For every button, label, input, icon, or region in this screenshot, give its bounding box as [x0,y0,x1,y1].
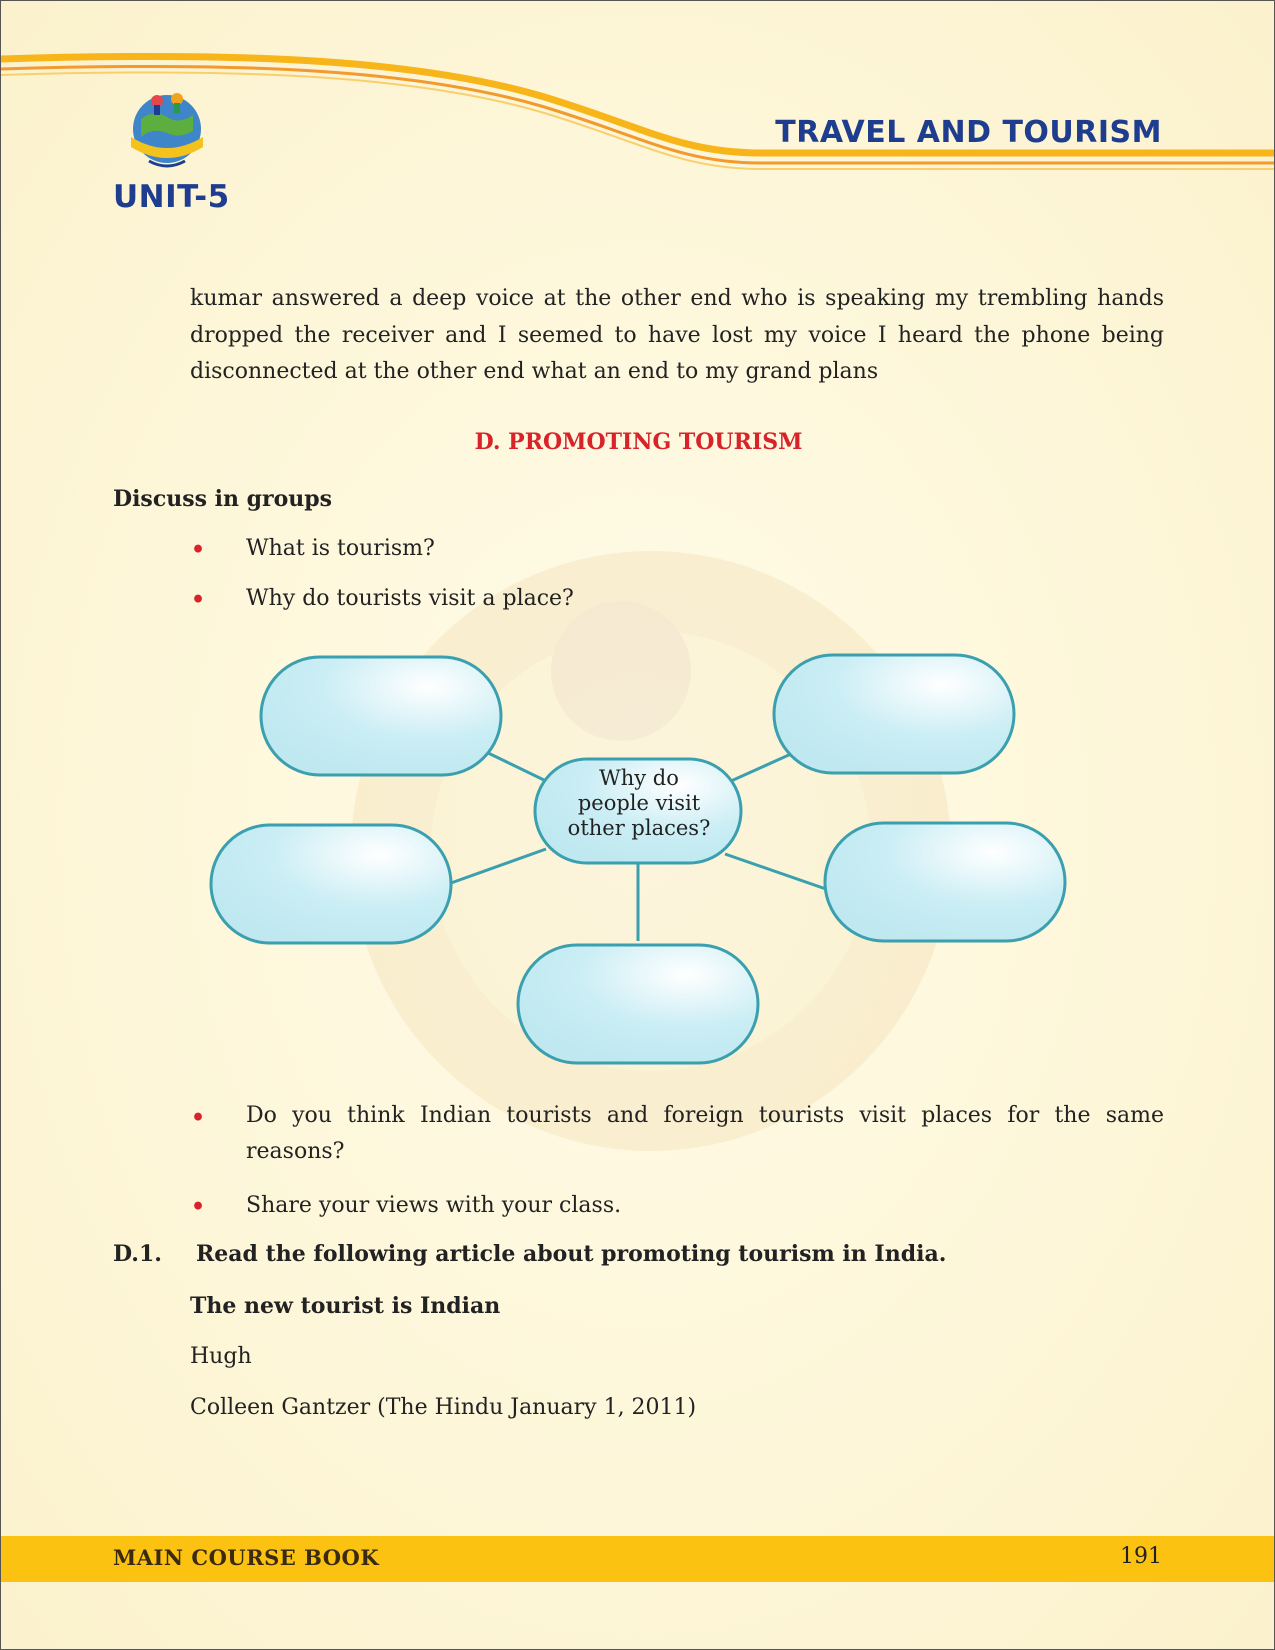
answer-bubble-top-left[interactable] [261,657,501,775]
article-author-line1: Hugh [190,1344,252,1369]
task-number: D.1. [113,1241,162,1267]
intro-paragraph: kumar answered a deep voice at the other end who is speaking my trembling hands dropped the receiver and I seemed to have lost my voice I heard the phone being disconnected at the other end what an end to my grand plans [190,286,1164,384]
article-title: The new tourist is Indian [190,1293,501,1319]
article-author-line2: Colleen Gantzer (The Hindu January 1, 2011) [190,1395,697,1420]
center-line: other places? [567,816,711,840]
chapter-title: TRAVEL AND TOURISM [775,115,1162,150]
bullet-marker: • [191,1194,206,1220]
footer-book-name: MAIN COURSE BOOK [113,1545,380,1570]
discuss-heading: Discuss in groups [113,486,333,512]
answer-bubble-bottom[interactable] [518,945,758,1063]
center-bubble-text [531,766,747,841]
bullet-marker: • [191,587,206,613]
bullet-why-visit: Why do tourists visit a place? [246,586,574,611]
bullet-what-is-tourism: What is tourism? [246,536,435,561]
section-title: D. PROMOTING TOURISM [474,429,803,455]
mind-map-diagram [201,641,1081,1071]
center-line: Why do [599,766,679,790]
answer-bubble-middle-left[interactable] [211,825,451,943]
bullet-marker: • [191,1105,206,1131]
answer-bubble-top-right[interactable] [774,655,1014,773]
answer-bubble-middle-right[interactable] [825,823,1065,941]
bullet-marker: • [191,537,206,563]
task-instruction: Read the following article about promoting tourism in India. [196,1241,947,1267]
page-number: 191 [1120,1544,1162,1569]
unit-label: UNIT-5 [113,179,230,215]
bullet-share-views: Share your views with your class. [246,1193,622,1218]
bullet-same-reasons: Do you think Indian tourists and foreign tourists visit places for the same reasons? [246,1103,1164,1164]
cce-globe-logo-icon [119,79,215,179]
center-line: people visit [577,791,701,815]
